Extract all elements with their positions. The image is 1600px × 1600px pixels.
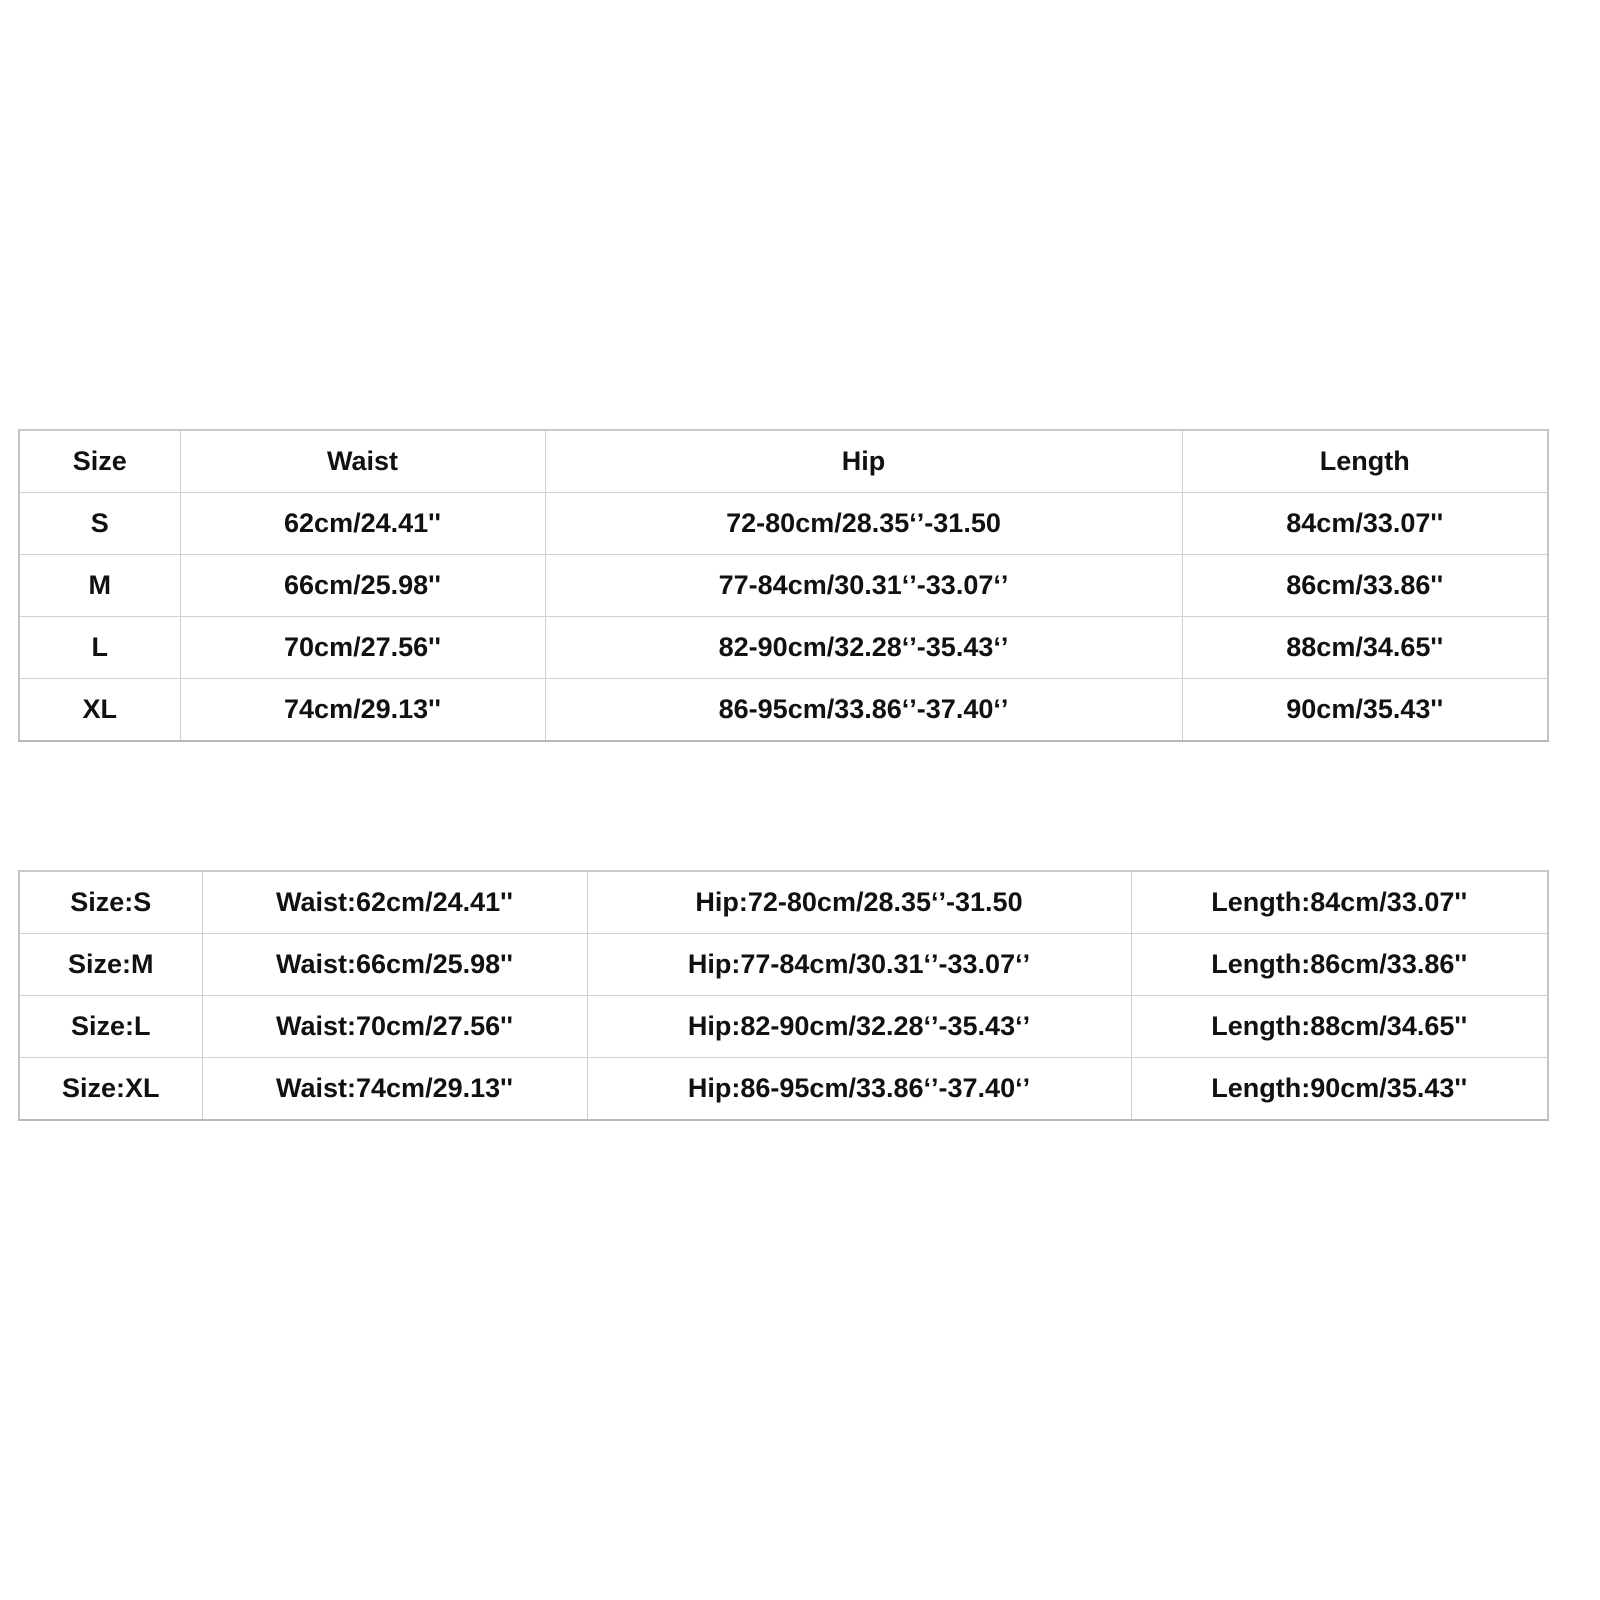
cell-waist: Waist:66cm/25.98''	[202, 934, 587, 996]
cell-length: 86cm/33.86''	[1182, 555, 1548, 617]
cell-size: S	[19, 493, 180, 555]
cell-waist: 74cm/29.13''	[180, 679, 545, 742]
cell-hip: Hip:82-90cm/32.28‘’-35.43‘’	[587, 996, 1131, 1058]
header-waist: Waist	[180, 430, 545, 493]
cell-length: Length:90cm/35.43''	[1131, 1058, 1548, 1121]
cell-hip: Hip:86-95cm/33.86‘’-37.40‘’	[587, 1058, 1131, 1121]
header-hip: Hip	[545, 430, 1182, 493]
cell-waist: 66cm/25.98''	[180, 555, 545, 617]
table-row	[19, 934, 1548, 996]
cell-waist: 62cm/24.41''	[180, 493, 545, 555]
cell-size: Size:S	[19, 871, 202, 934]
size-chart-table	[18, 429, 1549, 742]
table-row	[19, 555, 1548, 617]
table-row	[19, 679, 1548, 742]
cell-length: 90cm/35.43''	[1182, 679, 1548, 742]
cell-length: 84cm/33.07''	[1182, 493, 1548, 555]
table-row	[19, 996, 1548, 1058]
cell-hip: 86-95cm/33.86‘’-37.40‘’	[545, 679, 1182, 742]
cell-hip: Hip:77-84cm/30.31‘’-33.07‘’	[587, 934, 1131, 996]
cell-hip: 82-90cm/32.28‘’-35.43‘’	[545, 617, 1182, 679]
cell-size: Size:XL	[19, 1058, 202, 1121]
table-row	[19, 493, 1548, 555]
cell-size: L	[19, 617, 180, 679]
cell-waist: Waist:62cm/24.41''	[202, 871, 587, 934]
cell-hip: 77-84cm/30.31‘’-33.07‘’	[545, 555, 1182, 617]
table-header-row	[19, 430, 1548, 493]
cell-length: Length:84cm/33.07''	[1131, 871, 1548, 934]
header-length: Length	[1182, 430, 1548, 493]
cell-length: Length:88cm/34.65''	[1131, 996, 1548, 1058]
table-row	[19, 617, 1548, 679]
cell-size: M	[19, 555, 180, 617]
table-row	[19, 871, 1548, 934]
cell-size: Size:M	[19, 934, 202, 996]
cell-hip: 72-80cm/28.35‘’-31.50	[545, 493, 1182, 555]
cell-waist: Waist:74cm/29.13''	[202, 1058, 587, 1121]
cell-waist: 70cm/27.56''	[180, 617, 545, 679]
size-detail-table	[18, 870, 1549, 1121]
cell-size: XL	[19, 679, 180, 742]
header-size: Size	[19, 430, 180, 493]
cell-waist: Waist:70cm/27.56''	[202, 996, 587, 1058]
table-row	[19, 1058, 1548, 1121]
cell-hip: Hip:72-80cm/28.35‘’-31.50	[587, 871, 1131, 934]
cell-length: Length:86cm/33.86''	[1131, 934, 1548, 996]
cell-size: Size:L	[19, 996, 202, 1058]
cell-length: 88cm/34.65''	[1182, 617, 1548, 679]
